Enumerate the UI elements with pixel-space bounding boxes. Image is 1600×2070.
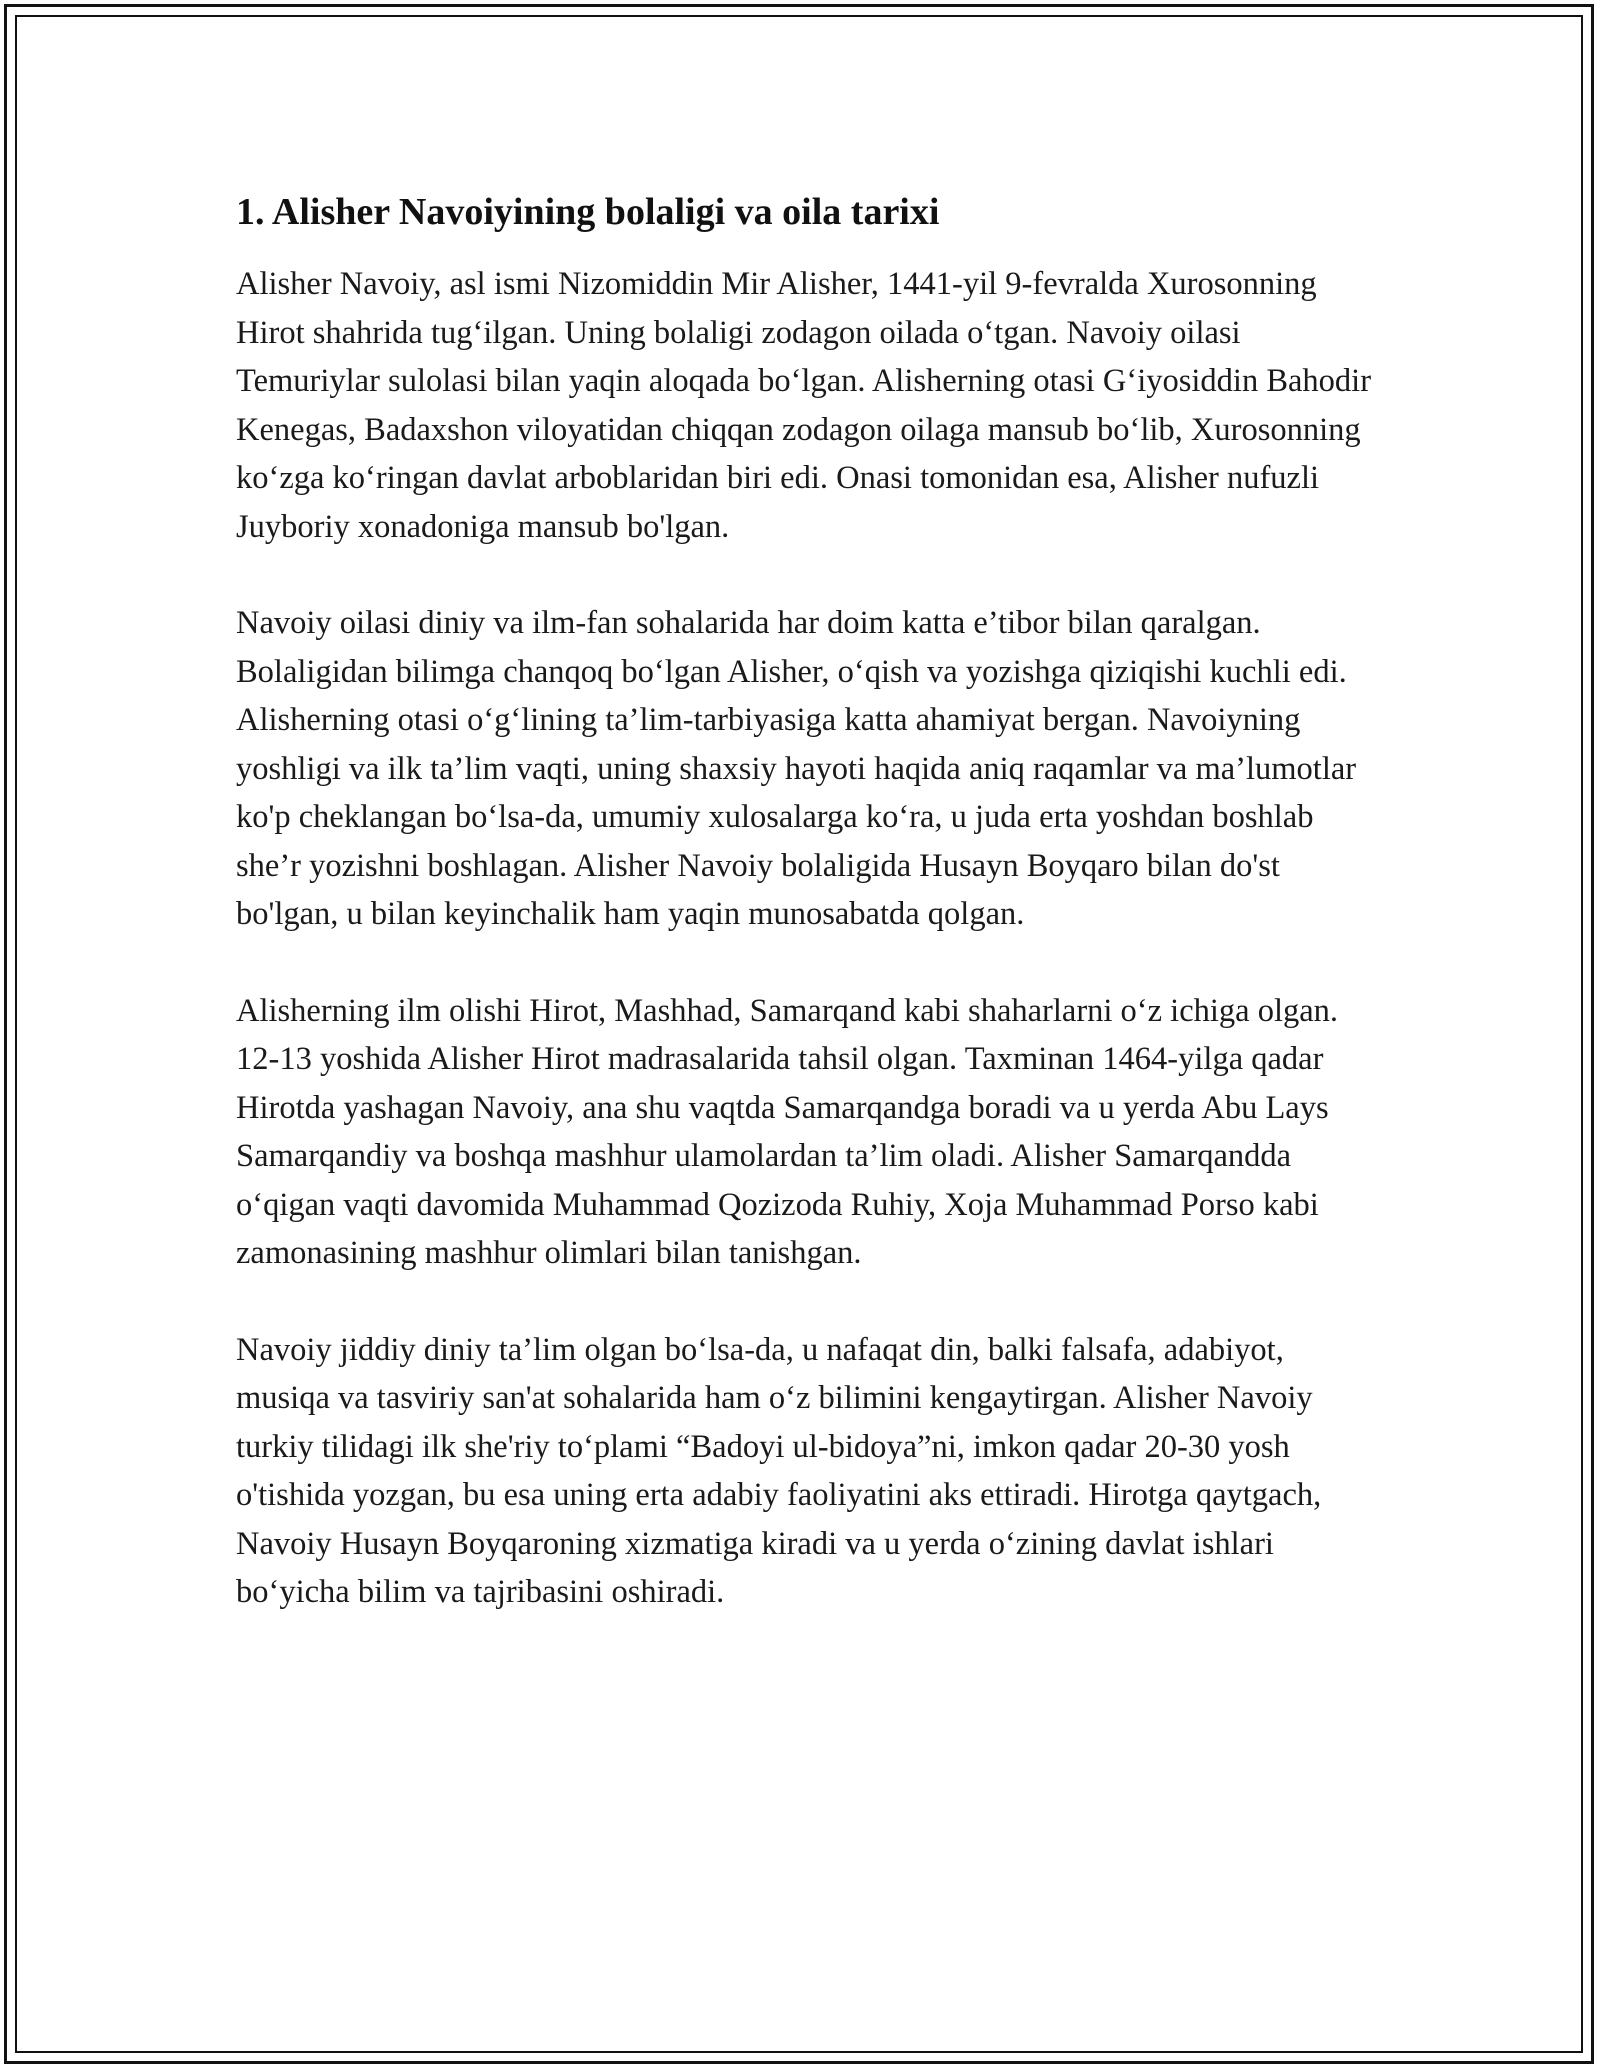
paragraph-early-works: Navoiy jiddiy diniy ta’lim olgan bo‘lsa-da, u nafaqat din, balki falsafa, adabiyot, musiqa va tasviriy san'at sohalarida ham o‘z bilimini kengaytirgan. Alisher Navoiy turkiy tilidagi ilk she'riy to‘plami “Badoyi ul-bidoya”ni, imkon qadar 20-30 yosh o'tishida yozgan, bu esa uning erta adabiy faoliyatini aks ettiradi. Hirotga qaytgach, Navoiy Husayn Boyqaroning xizmatiga kiradi va u yerda o‘zining davlat ishlari bo‘yicha bilim va tajribasini oshiradi. <box>236 1331 1322 1610</box>
section-heading: 1. Alisher Navoiyining bolaligi va oila tarixi <box>236 191 940 233</box>
paragraph-family-background: Alisher Navoiy, asl ismi Nizomiddin Mir Alisher, 1441-yil 9-fevralda Xurosonning Hirot shahrida tug‘ilgan. Uning bolaligi zodagon oilada o‘tgan. Navoiy oilasi Temuriylar sulolasi bilan yaqin aloqada bo‘lgan. Alisherning otasi G‘iyosiddin Bahodir Kenegas, Badaxshon viloyatidan chiqqan zodagon oilaga mansub bo‘lib, Xurosonning ko‘zga ko‘ringan davlat arboblaridan biri edi. Onasi tomonidan esa, Alisher nufuzli Juyboriy xonadoniga mansub bo'lgan. <box>236 266 1372 545</box>
paragraph-childhood-education: Navoiy oilasi diniy va ilm-fan sohalarida har doim katta e’tibor bilan qaralgan. Bolaligidan bilimga chanqoq bo‘lgan Alisher, o‘qish va yozishga qiziqishi kuchli edi. Alisherning otasi o‘g‘lining ta’lim-tarbiyasiga katta ahamiyat bergan. Navoiyning yoshligi va ilk ta’lim vaqti, uning shaxsiy hayoti haqida aniq raqamlar va ma’lumotlar ko'p cheklangan bo‘lsa-da, umumiy xulosalarga ko‘ra, u juda erta yoshdan boshlab she’r yozishni boshlagan. Alisher Navoiy bolaligida Husayn Boyqaro bilan do'st bo'lgan, u bilan keyinchalik ham yaqin munosabatda qolgan. <box>236 605 1357 932</box>
document-body <box>236 188 1376 1665</box>
paragraph-studies-cities: Alisherning ilm olishi Hirot, Mashhad, Samarqand kabi shaharlarni o‘z ichiga olgan. 12-13 yoshida Alisher Hirot madrasalarida tahsil olgan. Taxminan 1464-yilga qadar Hirotda yashagan Navoiy, ana shu vaqtda Samarqandga boradi va u yerda Abu Lays Samarqandiy va boshqa mashhur ulamolardan ta’lim oladi. Alisher Samarqandda o‘qigan vaqti davomida Muhammad Qozizoda Ruhiy, Xoja Muhammad Porso kabi zamonasining mashhur olimlari bilan tanishgan. <box>236 992 1339 1271</box>
